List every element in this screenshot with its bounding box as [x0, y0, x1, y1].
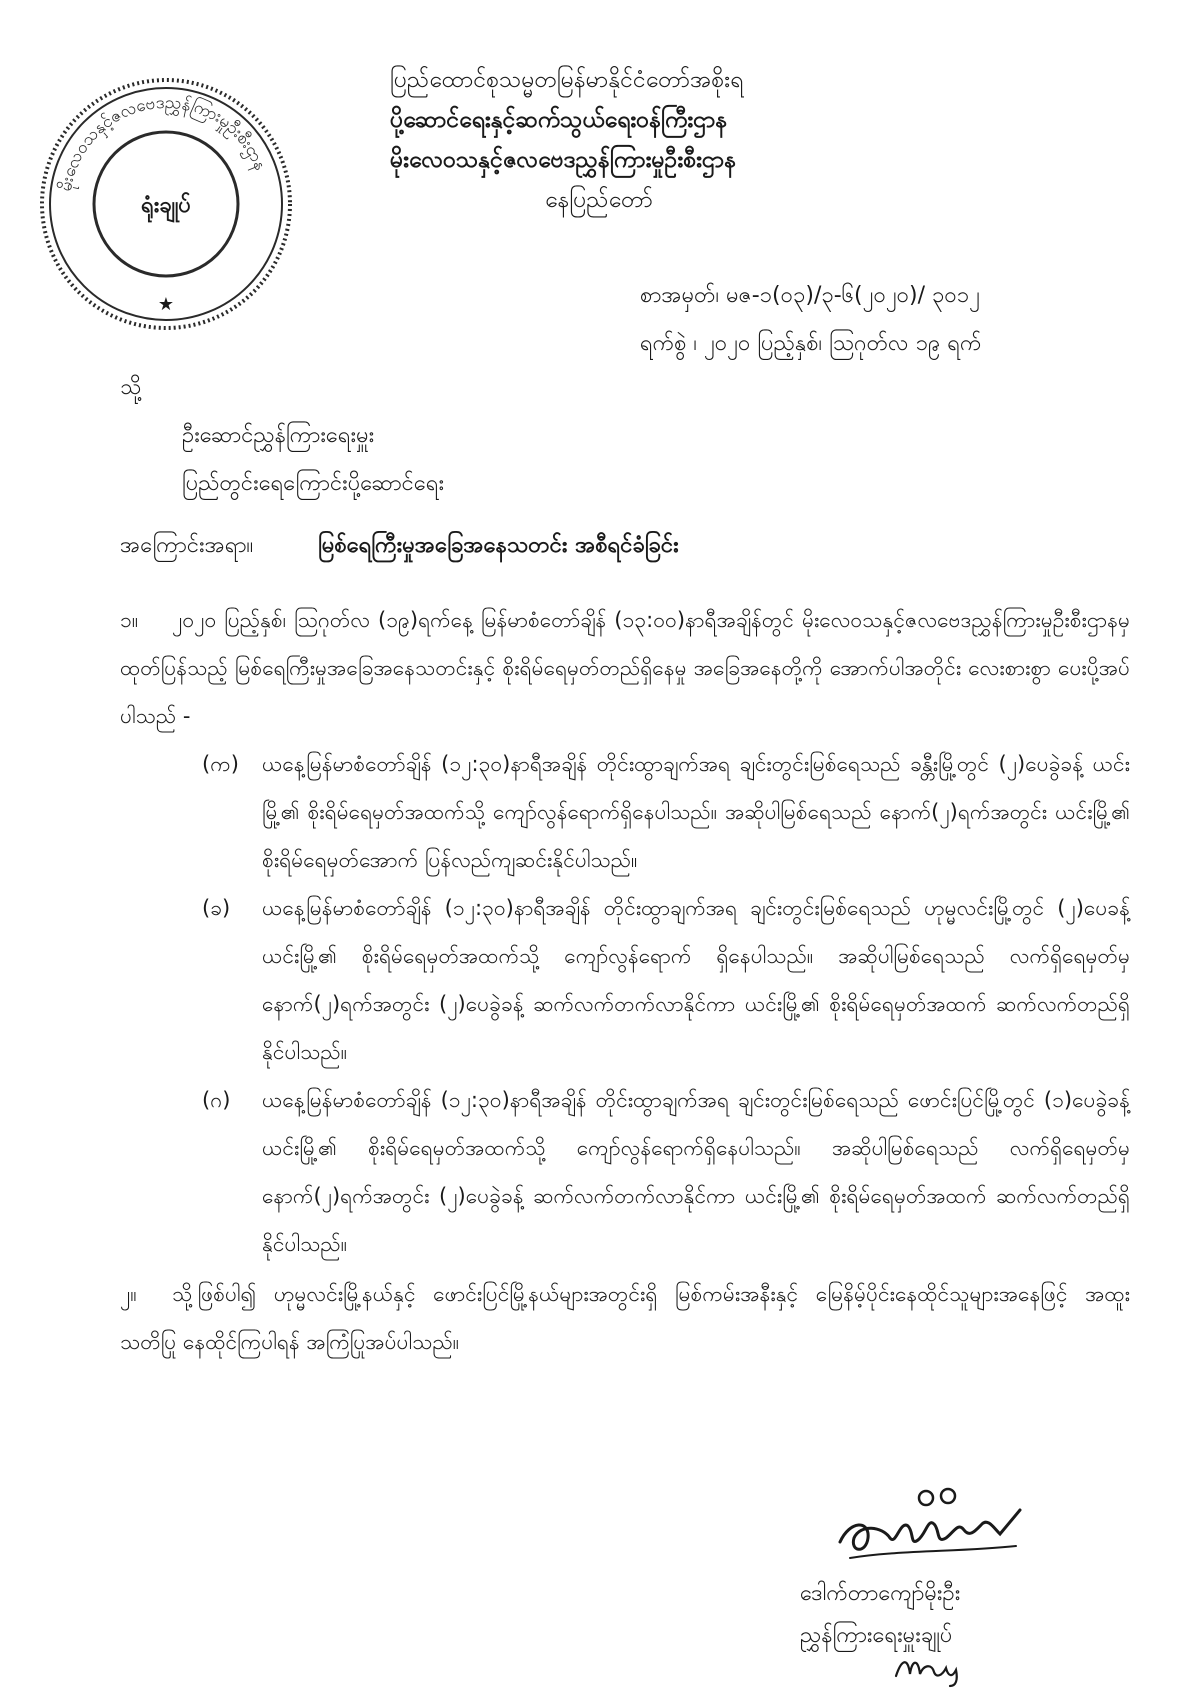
- list-item-label: (က): [202, 752, 239, 776]
- paragraph-1-text: ၂၀၂၀ ပြည့်နှစ်၊ ဩဂုတ်လ (၁၉)ရက်နေ့ မြန်မာစံတော်ချိန် (၁၃:၀၀)နာရီအချိန်တွင် မိုးလေဝသနှင့်ဇလဗေဒညွှန်ကြားမှုဦးစီးဌာနမှ ထုတ်ပြန်သည့် မြစ်ရေကြီးမှုအခြေအနေသတင်းနှင့် စိုးရိမ်ရေမှတ်တည်ရှိနေမှု အခြေအနေတို့ကို အောက်ပါအတိုင်း လေးစားစွာ ပေးပို့အပ်ပါသည် -: [120, 608, 1130, 728]
- letter-number: စာအမှတ်၊ မဇ-၁(၀၃)/၃-၆(၂၀၂၀)/ ၃၀၁၂: [640, 283, 980, 308]
- signatory-name: ဒေါက်တာကျော်မိုးဦး: [800, 1581, 961, 1606]
- list-item-text: ယနေ့မြန်မာစံတော်ချိန် (၁၂:၃၀)နာရီအချိန် တိုင်းထွာချက်အရ ချင်းတွင်းမြစ်ရေသည် ခန္တီးမြို့တွင် (၂)ပေခွဲခန့် ယင်းမြို့၏ စိုးရိမ်ရေမှတ်အထက်သို့ ကျော်လွန်ရောက်ရှိနေပါသည်။ အဆိုပါမြစ်ရေသည် နောက်(၂)ရက်အတွင်း ယင်းမြို့၏ စိုးရိမ်ရေမှတ်အောက် ပြန်လည်ကျဆင်းနိုင်ပါသည်။: [262, 752, 1130, 872]
- header-city: နေပြည်တော်: [545, 187, 653, 213]
- subject-line: [120, 530, 679, 563]
- seal-center-text: ရုံးချုပ်: [141, 193, 191, 218]
- list-item: [202, 740, 1130, 884]
- header-ministry: ပို့ဆောင်ရေးနှင့်ဆက်သွယ်ရေးဝန်ကြီးဌာန: [390, 107, 728, 133]
- handwritten-signature: [830, 1480, 1030, 1570]
- to-label: သို့: [120, 375, 142, 400]
- paragraph-2-number: ၂။: [120, 1282, 137, 1306]
- list-item-label: (ဂ): [202, 1088, 231, 1112]
- paragraph-2: [120, 1270, 1130, 1366]
- addressee: [182, 412, 444, 508]
- handwritten-initials: [890, 1640, 990, 1690]
- addressee-title: ဦးဆောင်ညွှန်ကြားရေးမှူး: [182, 423, 375, 448]
- list-item-text: ယနေ့မြန်မာစံတော်ချိန် (၁၂:၃၀)နာရီအချိန် တိုင်းထွာချက်အရ ချင်းတွင်းမြစ်ရေသည် ဖောင်းပြင်မြို့တွင် (၁)ပေခွဲခန့် ယင်းမြို့၏ စိုးရိမ်ရေမှတ်အထက်သို့ ကျော်လွန်ရောက်ရှိနေပါသည်။ အဆိုပါမြစ်ရေသည် လက်ရှိရေမှတ်မှ နောက်(၂)ရက်အတွင်း (၂)ပေခွဲခန့် ဆက်လက်တက်လာနိုင်ကာ ယင်းမြို့၏ စိုးရိမ်ရေမှတ်အထက် ဆက်လက်တည်ရှိနိုင်ပါသည်။: [262, 1088, 1130, 1256]
- list-item-label: (ခ): [202, 896, 231, 920]
- paragraph-1: [120, 596, 1130, 740]
- header-department: မိုးလေဝသနှင့်ဇလဗေဒညွှန်ကြားမှုဦးစီးဌာန: [390, 147, 737, 173]
- signatory-title: ညွှန်ကြားရေးမှူးချုပ်: [800, 1623, 953, 1648]
- letter-date: ရက်စွဲ ၊ ၂၀၂၀ ပြည့်နှစ်၊ ဩဂုတ်လ ၁၉ ရက်: [640, 331, 982, 356]
- addressee-organization: ပြည်တွင်းရေကြောင်းပို့ဆောင်ရေး: [182, 471, 445, 496]
- letter-body: [120, 596, 1130, 1366]
- subject-title: မြစ်ရေကြီးမှုအခြေအနေသတင်း အစီရင်ခံခြင်း: [318, 533, 679, 558]
- reference-block: [640, 272, 1160, 368]
- header-government: ပြည်ထောင်စုသမ္မတမြန်မာနိုင်ငံတော်အစိုးရ: [390, 67, 744, 93]
- seal-star-icon: ★: [157, 294, 175, 315]
- letterhead: [390, 60, 950, 220]
- paragraph-1-number: ၁။: [120, 608, 139, 632]
- list-item: [202, 1076, 1130, 1268]
- subject-label: အကြောင်းအရာ။: [120, 533, 254, 558]
- list-item: [202, 884, 1130, 1076]
- paragraph-2-text: သို့ဖြစ်ပါ၍ ဟုမ္မလင်းမြို့နယ်နှင့် ဖောင်းပြင်မြို့နယ်များအတွင်းရှိ မြစ်ကမ်းအနီးနှင့် မြေနိမ့်ပိုင်းနေထိုင်သူများအနေဖြင့် အထူးသတိပြု နေထိုင်ကြပါရန် အကြံပြုအပ်ပါသည်။: [120, 1282, 1130, 1354]
- seal-ring-text: မိုးလေဝသနှင့်ဇလဗေဒညွှန်ကြားမှုဦးစီးဌာန: [55, 92, 271, 193]
- list-item-text: ယနေ့မြန်မာစံတော်ချိန် (၁၂:၃၀)နာရီအချိန် တိုင်းထွာချက်အရ ချင်းတွင်းမြစ်ရေသည် ဟုမ္မလင်းမြို့တွင် (၂)ပေခန့် ယင်းမြို့၏ စိုးရိမ်ရေမှတ်အထက်သို့ ကျော်လွန်ရောက် ရှိနေပါသည်။ အဆိုပါမြစ်ရေသည် လက်ရှိရေမှတ်မှ နောက်(၂)ရက်အတွင်း (၂)ပေခွဲခန့် ဆက်လက်တက်လာနိုင်ကာ ယင်းမြို့၏ စိုးရိမ်ရေမှတ်အထက် ဆက်လက်တည်ရှိနိုင်ပါသည်။: [262, 896, 1130, 1064]
- official-seal: [36, 74, 296, 334]
